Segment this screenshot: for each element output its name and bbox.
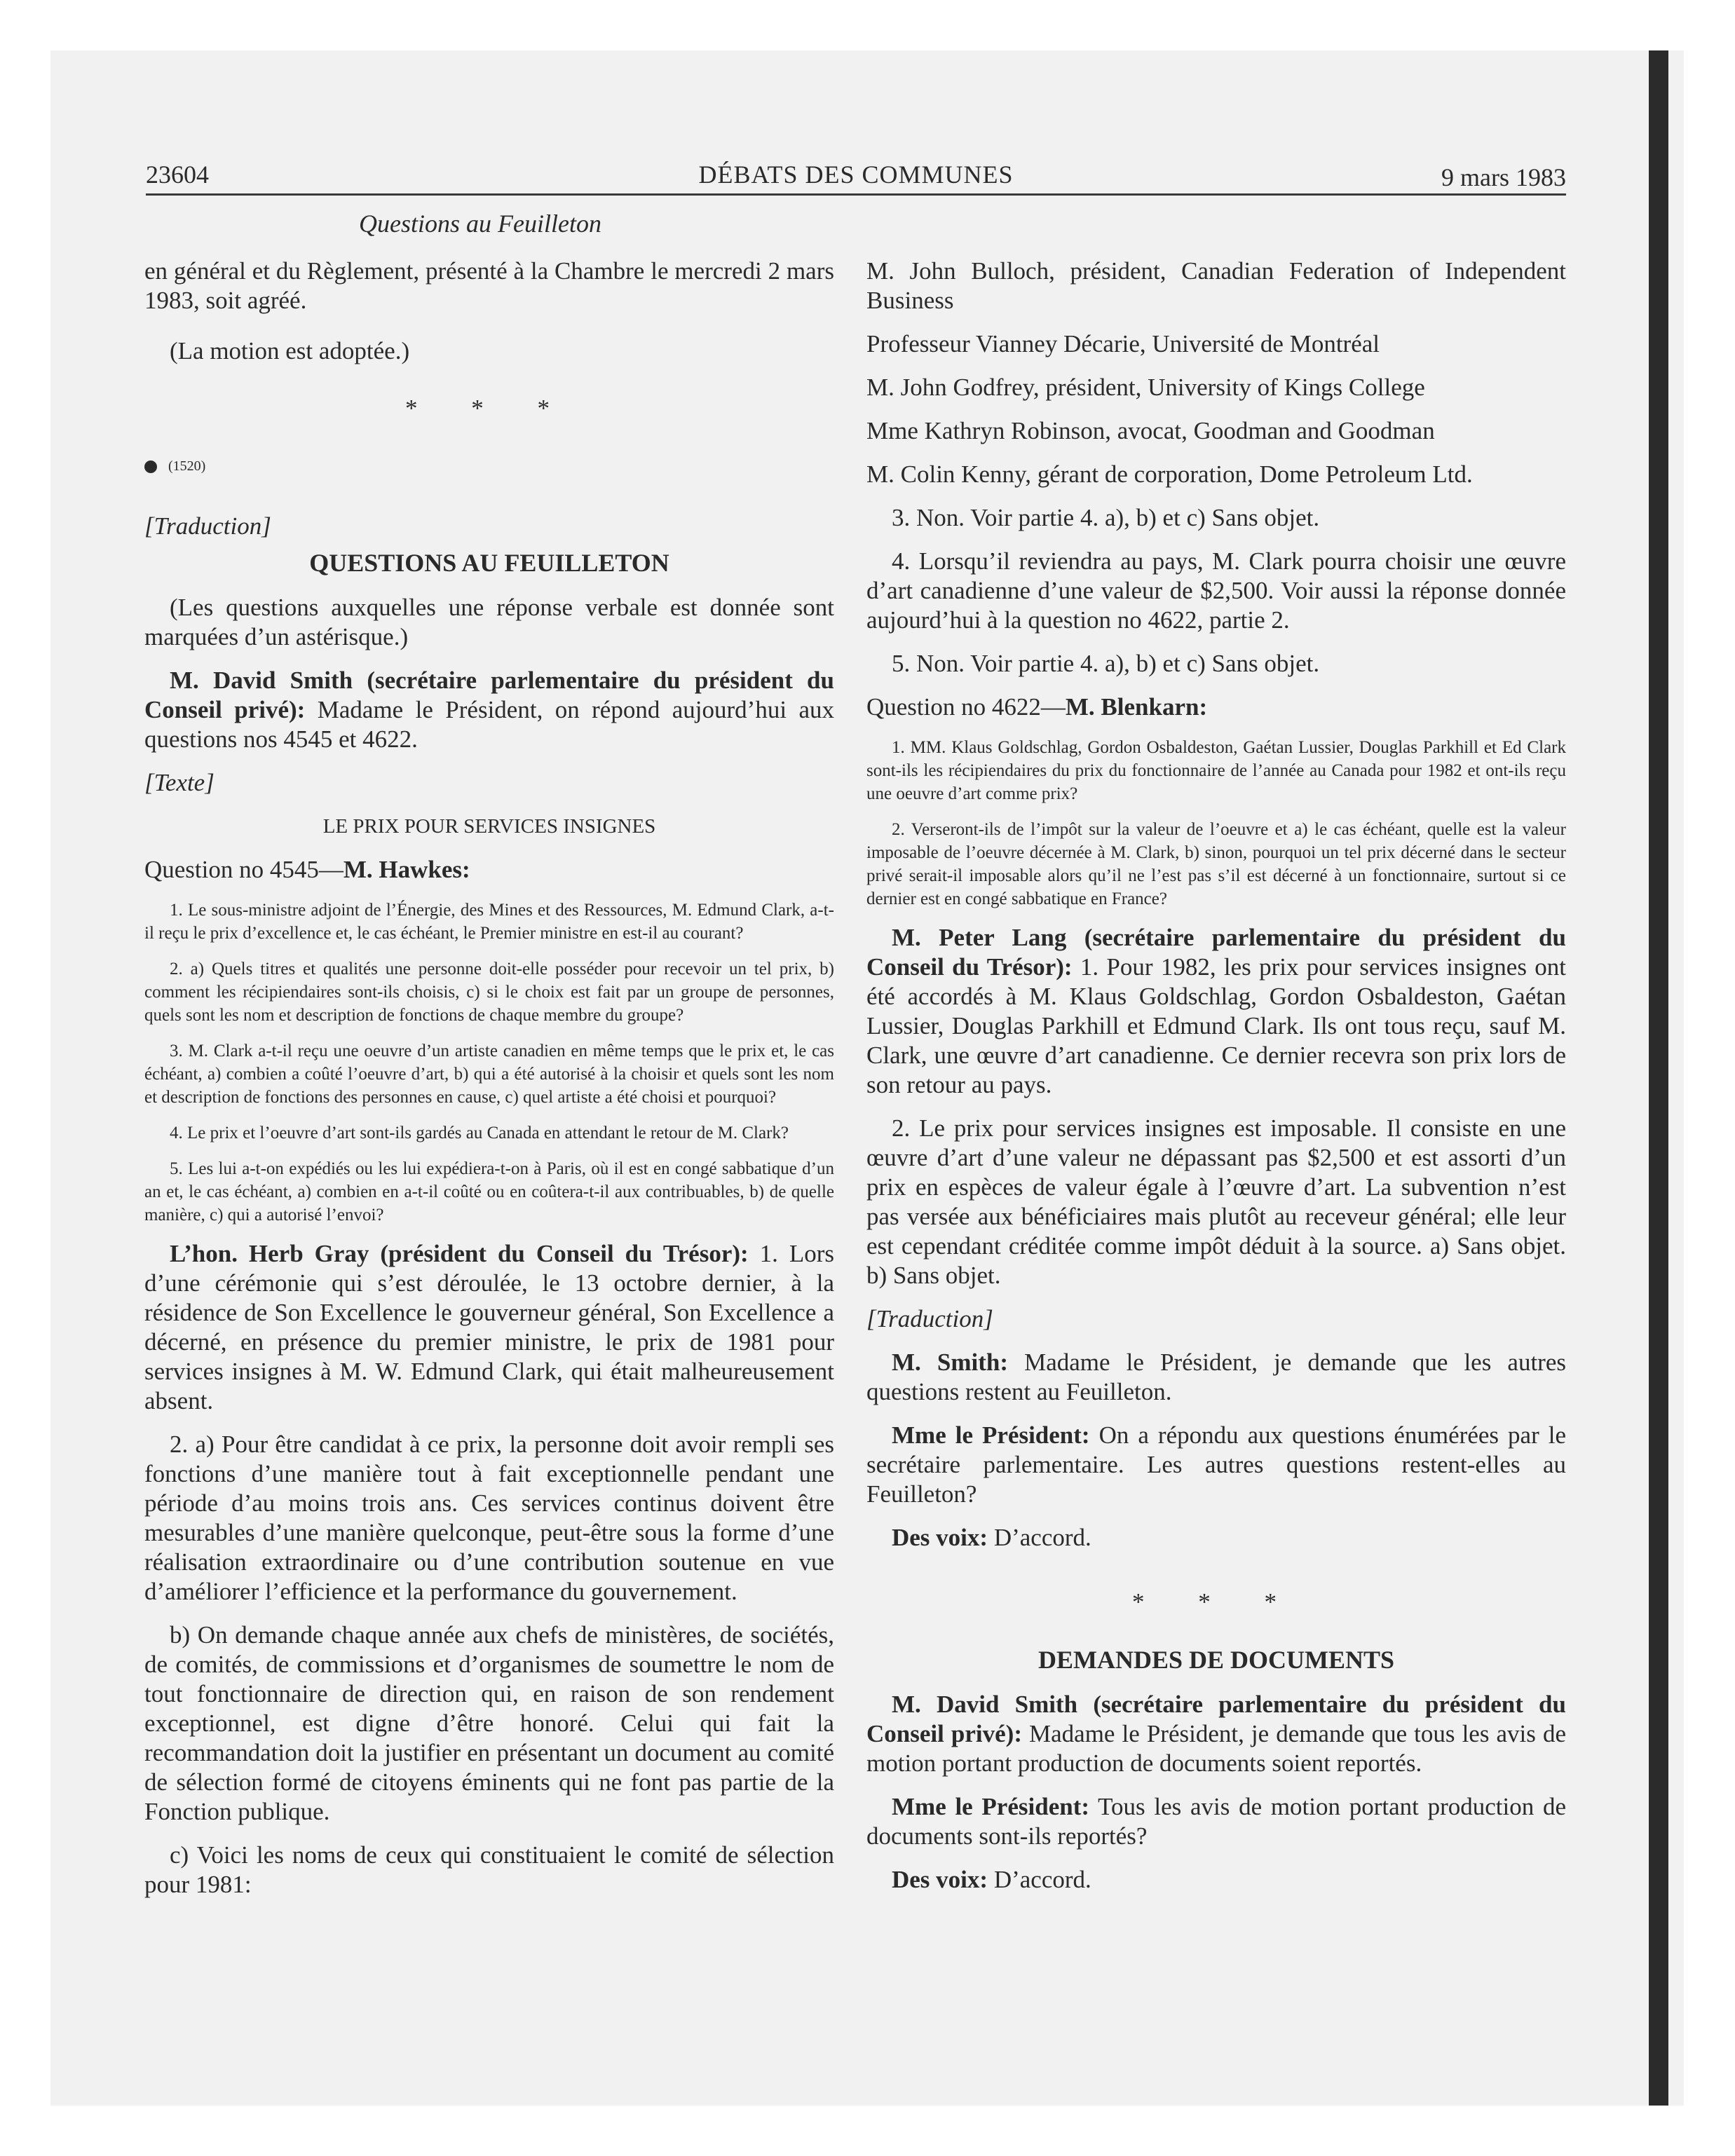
speech-text: Tous les avis de motion portant production de documents sont-ils reportés?: [866, 1793, 1566, 1850]
speech: [866, 1792, 1566, 1851]
speech: [866, 923, 1566, 1100]
paragraph: (Les questions auxquelles une réponse verbale est donnée sont marquées d’un astérisque.): [144, 594, 834, 650]
speaker: L’hon. Herb Gray (président du Conseil du Trésor):: [170, 1240, 749, 1267]
speech: [144, 1239, 834, 1416]
question-number: Question no 4545—: [144, 856, 343, 883]
paragraph: 2. a) Pour être candidat à ce prix, la personne doit avoir rempli ses fonctions d’une manière tout à fait exceptionnelle pendant une période d’au moins trois ans. Ces services continus doivent être mesurables d’une manière quelconque, peut-être sous la forme d’une réalisation extraordinaire ou d’une contribution soutenue en vue d’améliorer l’efficience et la performance du gouvernement.: [144, 1431, 834, 1605]
section-separator: * * *: [1132, 1588, 1300, 1616]
right-column: [866, 257, 1566, 1909]
speech-text: 1. Pour 1982, les prix pour services insignes ont été accordés à M. Klaus Goldschlag, Gordon Osbaldeston, Gaétan Lussier, Douglas Parkhill et Edmund Clark. Ils ont tous reçu, sauf M. Clark, une œuvre d’art canadienne. Ce dernier recevra son prix lors de son retour au pays.: [866, 953, 1566, 1098]
question-item: 1. MM. Klaus Goldschlag, Gordon Osbaldeston, Gaétan Lussier, Douglas Parkhill et Ed Clark sont-ils les récipiendaires du prix du fonctionnaire de l’année au Canada pour 1982 et ont-ils reçu une oeuvre d’art comme prix?: [866, 738, 1566, 803]
question-item: 4. Le prix et l’oeuvre d’art sont-ils gardés au Canada en attendant le retour de M. Clark?: [170, 1124, 789, 1142]
question-asker: M. Hawkes:: [343, 856, 470, 883]
paragraph: 2. Le prix pour services insignes est imposable. Il consiste en une œuvre d’art d’une valeur ne dépassant pas $2,500 et est assorti d’un prix en espèces de valeur égale à l’œuvre d’art. La subvention n’est pas versée aux bénéficiaires mais plutôt au receveur général; elle leur est cependant créditée comme impôt déduit à la source. a) Sans objet. b) Sans objet.: [866, 1114, 1566, 1289]
publication-date: 9 mars 1983: [1441, 163, 1566, 191]
speech: [144, 666, 834, 754]
speech-text: Madame le Président, on répond aujourd’hui aux questions nos 4545 et 4622.: [144, 696, 835, 753]
committee-member: Professeur Vianney Décarie, Université de Montréal: [866, 330, 1380, 357]
left-column: [144, 257, 834, 1913]
speech-text: 1. Lors d’une cérémonie qui s’est déroulée, le 13 octobre dernier, à la résidence de Son Excellence le gouverneur général, Son Excellence a décerné, en présence du premier ministre, le prix de 1981 pour services insignes à M. W. Edmund Clark, qui était malheureusement absent.: [144, 1240, 835, 1414]
speaker: M. Peter Lang (secrétaire parlementaire du président du Conseil du Trésor):: [866, 924, 1566, 981]
speaker: Mme le Président:: [892, 1421, 1090, 1449]
speaker: Des voix:: [892, 1524, 988, 1551]
section-heading: QUESTIONS AU FEUILLETON: [309, 549, 669, 577]
page-number: 23604: [146, 161, 209, 189]
speech-text: D’accord.: [988, 1866, 1091, 1893]
paragraph: 5. Non. Voir partie 4. a), b) et c) Sans objet.: [892, 650, 1320, 677]
question-item: 2. Verseront-ils de l’impôt sur la valeur de l’oeuvre et a) le cas échéant, quelle est la valeur imposable de l’oeuvre décernée à M. Clark, b) sinon, pourquoi un tel prix décerné dans le secteur privé serait-il imposable alors qu’il ne l’est pas s’il est décerné à un fonctionnaire, surtout si ce dernier est en congé sabbatique en France?: [866, 820, 1566, 908]
question-item: 2. a) Quels titres et qualités une personne doit-elle posséder pour recevoir un tel prix, b) comment les récipiendaires sont-ils choisis, c) si le choix est fait par un groupe de personnes, quels sont les nom et description de fonctions de chaque membre du groupe?: [144, 960, 834, 1025]
committee-member: Mme Kathryn Robinson, avocat, Goodman and Goodman: [866, 417, 1435, 444]
speech-text: On a répondu aux questions énumérées par le secrétaire parlementaire. Les autres questions restent-elles au Feuilleton?: [866, 1421, 1566, 1508]
section-separator: * * *: [405, 395, 573, 422]
speech: [866, 1348, 1566, 1407]
question-asker: M. Blenkarn:: [1065, 693, 1208, 721]
running-head: Questions au Feuilleton: [359, 210, 601, 238]
paragraph: 4. Lorsqu’il reviendra au pays, M. Clark pourra choisir une œuvre d’art canadienne d’une valeur de $2,500. Voir aussi la réponse donnée aujourd’hui à la question no 4622, partie 2.: [866, 547, 1566, 634]
speech: [866, 1421, 1566, 1509]
speech: [866, 1523, 1566, 1553]
speech-text: Madame le Président, je demande que tous les avis de motion portant production de documents soient reportés.: [866, 1720, 1566, 1777]
speech: [866, 1690, 1566, 1778]
speaker: Mme le Président:: [892, 1793, 1089, 1820]
speaker: Des voix:: [892, 1866, 988, 1893]
header-rule: [146, 193, 1566, 196]
question-item: 1. Le sous-ministre adjoint de l’Énergie, des Mines et des Ressources, M. Edmund Clark, a-t-il reçu le prix d’excellence et, le cas échéant, le Premier ministre en est-il au courant?: [144, 901, 834, 943]
speaker: M. David Smith (secrétaire parlementaire du président du Conseil privé):: [144, 667, 834, 723]
page-header: [146, 160, 1566, 193]
paragraph: c) Voici les noms de ceux qui constituaient le comité de sélection pour 1981:: [144, 1841, 834, 1898]
question-item: 5. Les lui a-t-on expédiés ou les lui expédiera-t-on à Paris, où il est en congé sabbatique d’un an et, le cas échéant, a) combien en a-t-il coûté ou en coûtera-t-il aux contribuables, b) de quelle manière, c) qui a autorisé l’envoi?: [144, 1159, 834, 1224]
paragraph: b) On demande chaque année aux chefs de ministères, de sociétés, de comités, de commissions et d’organismes de soumettre le nom de tout fonctionnaire de direction qui, en raison de son rendement exceptionnel, est digne d’être honoré. Celui qui fait la recommandation doit la justifier en présentant un document au comité de sélection formé de citoyens éminents qui ne font pas partie de la Fonction publique.: [144, 1621, 834, 1825]
speech: [866, 1865, 1566, 1895]
timestamp-text: (1520): [168, 458, 206, 474]
motion-adopted: (La motion est adoptée.): [170, 337, 410, 364]
committee-member: M. John Bulloch, président, Canadian Federation of Independent Business: [866, 257, 1566, 314]
question-label: [144, 855, 834, 885]
committee-member: M. John Godfrey, président, University of Kings College: [866, 374, 1425, 401]
language-note: [Traduction]: [866, 1305, 993, 1332]
speaker: M. David Smith (secrétaire parlementaire du président du Conseil privé):: [866, 1691, 1566, 1747]
question-number: Question no 4622—: [866, 693, 1066, 721]
question-label: [866, 692, 1566, 722]
bullet-icon: [144, 460, 157, 473]
paragraph: en général et du Règlement, présenté à la Chambre le mercredi 2 mars 1983, soit agréé.: [144, 257, 834, 314]
speech-text: D’accord.: [988, 1524, 1091, 1551]
speech-text: Madame le Président, je demande que les autres questions restent au Feuilleton.: [866, 1349, 1566, 1405]
speaker: M. Smith:: [892, 1349, 1008, 1376]
subheading: LE PRIX POUR SERVICES INSIGNES: [322, 815, 656, 838]
section-heading: DEMANDES DE DOCUMENTS: [1037, 1646, 1395, 1674]
scan-edge-bar: [1649, 50, 1668, 2106]
publication-title: DÉBATS DES COMMUNES: [698, 161, 1014, 189]
paragraph: 3. Non. Voir partie 4. a), b) et c) Sans objet.: [892, 504, 1320, 531]
question-item: 3. M. Clark a-t-il reçu une oeuvre d’un artiste canadien en même temps que le prix et, le cas échéant, a) combien a coûté l’oeuvre d’art, b) qui a été autorisé à la choisir et quels sont les nom et description de fonctions des personnes en cause, c) quel artiste a été choisi et pourquoi?: [144, 1042, 834, 1107]
language-note: [Texte]: [144, 769, 215, 796]
timestamp: [144, 451, 834, 481]
language-note: [Traduction]: [144, 512, 271, 540]
committee-member: M. Colin Kenny, gérant de corporation, Dome Petroleum Ltd.: [866, 460, 1473, 488]
